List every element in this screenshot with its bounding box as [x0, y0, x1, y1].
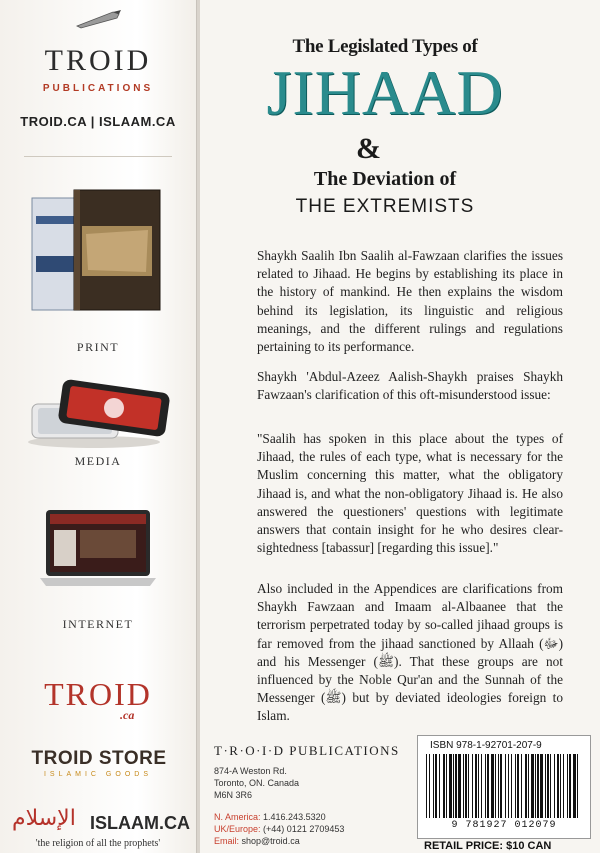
books-image: [30, 186, 166, 318]
contact-email: [214, 836, 300, 846]
email-address: shop@troid.ca: [241, 836, 300, 846]
na-label: N. America:: [214, 812, 261, 822]
internet-caption: INTERNET: [62, 617, 134, 631]
title-jihaad: JIHAAD: [266, 57, 504, 128]
fountain-pen-icon: [73, 8, 123, 30]
islamic-goods-label: ISLAMIC GOODS: [43, 771, 152, 778]
email-label: Email:: [214, 836, 240, 846]
barcode-digits: 9 781927 012079: [451, 820, 557, 831]
troid-ca-suffix: .ca: [120, 708, 135, 722]
islaam-arabic-logo: الإسلام: [12, 806, 76, 831]
tagline: 'the religion of all the prophets': [35, 838, 161, 849]
description-paragraph-2: Shaykh 'Abdul-Azeez Aalish-Shaykh praises Shaykh Fawzaan's clarification of this oft-misunderstood issue:: [257, 369, 563, 403]
description-paragraph-1: Shaykh Saalih Ibn Saalih al-Fawzaan clarifies the issues related to Jihaad. He begins by establishing its place in the history of mankind. He then explains the wisdom behind its legislation, its linguistic and religious meanings, and the different rulings and regulations pertaining to its performance.: [257, 248, 563, 355]
troid-store-logo: TROID STORE: [31, 748, 167, 769]
description-paragraph-4: Also included in the Appendices are clarifications from Shaykh Fawzaan and Imaam al-Albaanee that the terrorism perpetrated today by so-called jihaad groups is far removed from the jihaad sanctioned by Allaah (ﷻ) and his Messenger (ﷺ). That these groups are not influenced by the Noble Qur'an and the Sunnah of the Messenger (ﷺ) but by deviated ideologies foreign to Islam.: [257, 581, 563, 724]
troid-logo: TROID: [44, 44, 152, 77]
title-ampersand: &: [356, 132, 381, 165]
contact-uk: [214, 824, 344, 834]
troid-ca-logo: TROID: [44, 676, 152, 712]
address-line-1: 874-A Weston Rd.: [214, 766, 287, 776]
publications-label: PUBLICATIONS: [42, 83, 154, 94]
uk-phone: (+44) 0121 2709453: [263, 824, 345, 834]
uk-label: UK/Europe:: [214, 824, 261, 834]
divider: [24, 156, 172, 157]
websites-line: TROID.CA | ISLAAM.CA: [20, 114, 176, 129]
na-phone: 1.416.243.5320: [263, 812, 326, 822]
address-line-2: Toronto, ON. Canada: [214, 778, 300, 788]
print-caption: PRINT: [76, 340, 120, 354]
title-line-1: The Legislated Types of: [292, 36, 478, 57]
contact-na: [214, 812, 326, 822]
islaam-ca-logo: ISLAAM.CA: [90, 813, 190, 833]
laptop-internet-image: [40, 508, 156, 590]
title-line-3: THE EXTREMISTS: [295, 196, 475, 217]
retail-price: RETAIL PRICE: $10 CAN: [424, 840, 552, 852]
isbn-label: ISBN 978-1-92701-207-9: [430, 740, 542, 751]
quote-paragraph: "Saalih has spoken in this place about the types of Jihaad, the rules of each type, what is necessary for the Muslim concerning this matter, what the obligatory Jihaad is, and what the non-obligatory Jihaad is. He also answered the questioners' questions with legitimate answers that contain insight for he who desires clear-sightedness [tabassur] [regarding this issue].": [257, 431, 563, 556]
phones-media-image: [24, 378, 174, 450]
address-line-3: M6N 3R6: [214, 790, 253, 800]
barcode-image: [424, 754, 584, 818]
media-caption: MEDIA: [74, 454, 122, 468]
publisher-name: T·R·O·I·D PUBLICATIONS: [214, 743, 400, 758]
title-line-2: The Deviation of: [313, 168, 457, 190]
